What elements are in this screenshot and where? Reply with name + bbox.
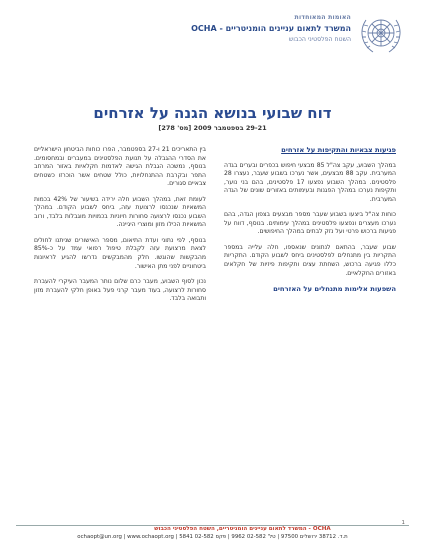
paragraph: לעומת זאת, במהלך השבוע חלה ירידה בשיעור של 42% בכמות המשאיות שנכנסו לרצועת עזה, ביחס לשבוע הקודם. במהלך השבוע נכנסו לרצועה סחורות חיוניות בכמויות מוגבלות בלבד, ורוב המשאיות הכילו מזון ומוצרי היגיינה.	[34, 195, 206, 229]
right-column	[224, 146, 396, 296]
org-line-3: השטח הפלסטיני הכבוש	[288, 36, 351, 43]
org-line-2: המשרד לתאום עניינים הומניטריים - OCHA	[191, 24, 351, 33]
section-heading-2: השפעות אלימות מתנחלים על האזרחים	[273, 285, 396, 294]
page-title: דוח שבועי בנושא הגנה על אזרחים	[93, 104, 332, 122]
org-line-1: האומות המאוחדות	[294, 14, 351, 21]
page-footer	[16, 520, 409, 542]
org-block	[91, 14, 351, 43]
page-header	[0, 0, 425, 88]
paragraph: שבוע שעבר, בהתאם לנתונים שנאספו, חלה עלייה במספר התקריות בין מתנחלים לפלסטינים ביחס לשבוע הקודם. התקריות כללו פגיעה ברכוש, השחתת עצים ותקיפות פיזיות של חקלאים באזורים החקלאיים.	[224, 243, 396, 277]
left-column	[34, 146, 206, 311]
un-emblem-icon	[356, 12, 406, 58]
section-heading: פגיעות צבאיות והתקיפות על אזרחים	[281, 146, 396, 154]
footnote-marker: 1	[401, 520, 405, 526]
footer-org-line: OCHA - המשרד לתאום עניינים הומניטריים, השטח הפלסטיני הכבוש	[154, 526, 331, 532]
report-date-subtitle: 29-21 בספטמבר 2009 [מס' 278]	[158, 124, 267, 132]
paragraph: נכון לסוף השבוע, מעבר כרם שלום נותר המעבר העיקרי להעברת סחורות לרצועה, בעוד מעבר קרני פעל באופן חלקי להעברת מזון ותבואה בלבד.	[34, 278, 206, 303]
paragraph: בנוסף, לפי נתוני ועדת התיאום, מספר האישורים שניתנו לחולים לצאת מרצועת עזה לקבלת טיפול רפואי עמד על כ-85% מהבקשות שהוגשו. חלק מהמבקשים נדרשו להגיע לראיונות ביטחוניים לפני מתן האישור.	[34, 236, 206, 270]
paragraph: במהלך השבוע, עקב צה"ל 85 מבצעי חיפוש בכפרים ובערים בגדה המערבית. עקב 88 מבצעים, אשר נערכו בשבוע שעבר, נעצרו 28 פלסטינים. במהלך השבוע נפצעו 17 פלסטינים, בהם בני נוער, ותקיפות נערכו במהלך הפגנות ובעימותים באזורים שונים של הגדה המערבית.	[224, 161, 396, 203]
paragraph: בין התאריכים 21 ו-27 בספטמבר, הפרו כוחות הביטחון הישראליים את הסדרי ההגבלה על תנועת הפלסטינים במעברים ובמחסומים. בנוסף, נמשכה הגבלת הגישה לאדמות חקלאיות באזור המרחב התפר ובקרבת ההתנחלויות, כולל שטחים אשר הוכרזו כשטחים צבאיים סגורים.	[34, 146, 206, 188]
footer-contact-line: ת.ד. 38712 ירושלים 97500 | טל' 02-582 9962 | פקס 02-582 5841 | ochaopt@un.org | www.ochaopt.org	[77, 534, 348, 540]
paragraph: כוחות צה"ל ביצעו בשבוע שעבר מספר מבצעים בצפון הגדה, בהם נערכו מעצרים ונפצעו פלסטינים במהלך עימותים. בנוסף, דווח על פגיעות ברכוש פרטי ועל נזק לבתים במהלך החיפושים.	[224, 211, 396, 236]
